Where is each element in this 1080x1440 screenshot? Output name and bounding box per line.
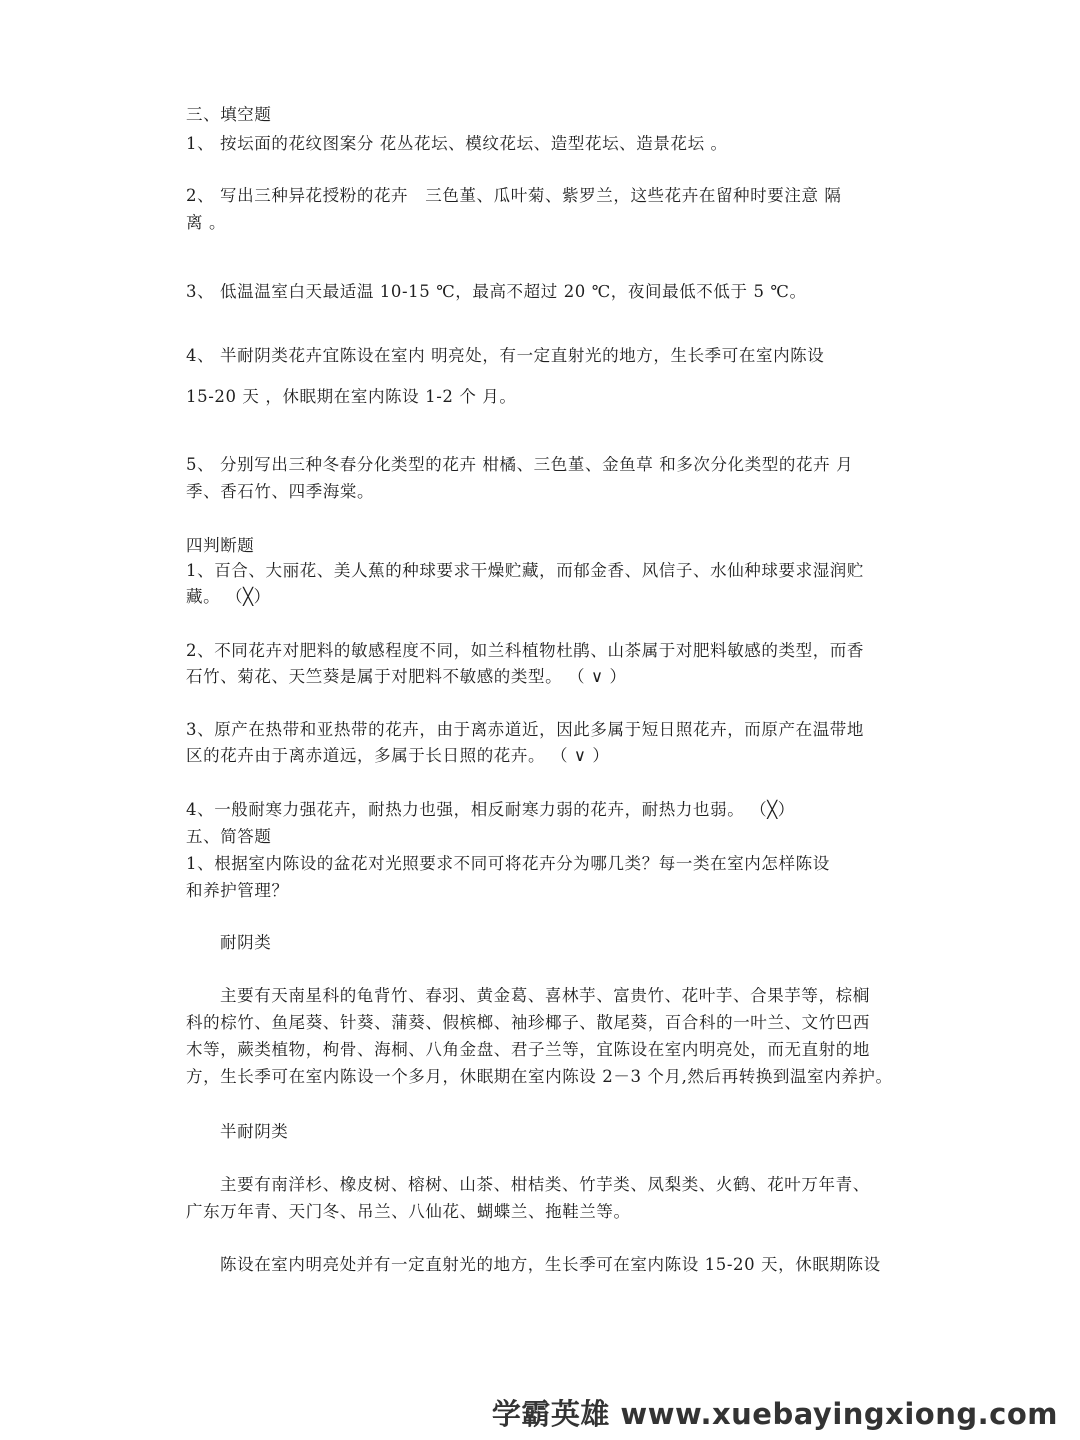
watermark: 学霸英雄 www.xuebayingxiong.com	[491, 1397, 1058, 1431]
section-4-title: 四判断题	[186, 536, 255, 555]
category-shade-tolerant: 耐阴类	[220, 933, 272, 952]
judge-q2-line2: 石竹、菊花、天竺葵是属于对肥料不敏感的类型。 （ ∨ ）	[186, 667, 627, 686]
fill-q5-line1: 5、 分别写出三种冬春分化类型的花卉 柑橘、三色堇、金鱼草 和多次分化类型的花卉 月	[186, 455, 854, 474]
short-q1-line1: 1、根据室内陈设的盆花对光照要求不同可将花卉分为哪几类？每一类在室内怎样陈设	[186, 854, 830, 873]
fill-q4-line1: 4、 半耐阴类花卉宜陈设在室内 明亮处，有一定直射光的地方，生长季可在室内陈设	[186, 346, 825, 365]
shade-paragraph-line2: 科的棕竹、鱼尾葵、针葵、蒲葵、假槟榔、袖珍椰子、散尾葵，百合科的一叶兰、文竹巴西	[186, 1013, 870, 1032]
judge-q1-line1: 1、百合、大丽花、美人蕉的种球要求干燥贮藏，而郁金香、风信子、水仙种球要求湿润贮	[186, 561, 864, 580]
section-3-title: 三、填空题	[186, 105, 272, 124]
semi-shade-paragraph-line2: 广东万年青、天门冬、吊兰、八仙花、蝴蝶兰、拖鞋兰等。	[186, 1202, 631, 1221]
placement-paragraph-line1: 陈设在室内明亮处并有一定直射光的地方，生长季可在室内陈设 15-20 天，休眠期陈设	[220, 1255, 881, 1274]
section-5-title: 五、简答题	[186, 827, 272, 846]
short-q1-line2: 和养护管理？	[186, 881, 289, 900]
fill-q2-line2: 离 。	[186, 213, 227, 232]
judge-q1-line2: 藏。 （╳）	[186, 587, 271, 606]
category-semi-shade: 半耐阴类	[220, 1122, 289, 1141]
semi-shade-paragraph-line1: 主要有南洋杉、橡皮树、榕树、山茶、柑桔类、竹芋类、凤梨类、火鹤、花叶万年青、	[220, 1175, 870, 1194]
shade-paragraph-line1: 主要有天南星科的龟背竹、春羽、黄金葛、喜林芋、富贵竹、花叶芋、合果芋等，棕榈	[220, 986, 870, 1005]
judge-q4: 4、一般耐寒力强花卉，耐热力也强，相反耐寒力弱的花卉，耐热力也弱。 （╳）	[186, 800, 795, 819]
fill-q1: 1、 按坛面的花纹图案分 花丛花坛、模纹花坛、造型花坛、造景花坛 。	[186, 134, 728, 153]
judge-q3-line2: 区的花卉由于离赤道远，多属于长日照的花卉。 （ ∨ ）	[186, 746, 610, 765]
fill-q3: 3、 低温温室白天最适温 10-15 ℃，最高不超过 20 ℃，夜间最低不低于 5 ℃。	[186, 282, 807, 301]
judge-q2-line1: 2、不同花卉对肥料的敏感程度不同，如兰科植物杜鹃、山茶属于对肥料敏感的类型，而香	[186, 641, 864, 660]
fill-q5-line2: 季、香石竹、四季海棠。	[186, 482, 375, 501]
fill-q2-line1: 2、 写出三种异花授粉的花卉 三色堇、瓜叶菊、紫罗兰，这些花卉在留种时要注意 隔	[186, 186, 842, 205]
judge-q3-line1: 3、原产在热带和亚热带的花卉，由于离赤道近，因此多属于短日照花卉，而原产在温带地	[186, 720, 864, 739]
shade-paragraph-line3: 木等，蕨类植物，枸骨、海桐、八角金盘、君子兰等，宜陈设在室内明亮处，而无直射的地	[186, 1040, 870, 1059]
shade-paragraph-line4: 方，生长季可在室内陈设一个多月，休眠期在室内陈设 2－3 个月,然后再转换到温室内养护。	[186, 1067, 893, 1086]
fill-q4-line2: 15-20 天 ，休眠期在室内陈设 1-2 个 月。	[186, 387, 517, 406]
